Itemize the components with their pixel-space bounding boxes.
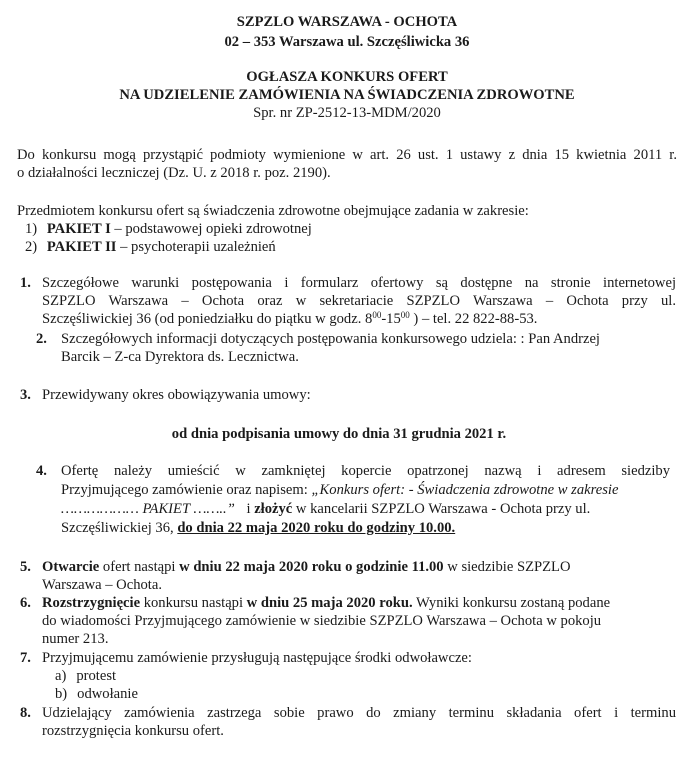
package-name: PAKIET II [46, 239, 117, 255]
envelope-label: „Konkurs ofert: - Świadczenia zdrowotne w zakresie [311, 482, 619, 498]
hours-end-sup: 00 [400, 310, 410, 320]
announce-title-line2: NA UDZIELENIE ZAMÓWIENIA NA ŚWIADCZENIA ZDROWOTNE [119, 87, 575, 103]
item6-line2: do wiadomości Przyjmującego zamówienie w siedzibie SZPZLO Warszawa – Ochota w pokoju [42, 613, 602, 629]
item-number: 5. [20, 559, 31, 575]
case-number: Spr. nr ZP-2512-13-MDM/2020 [253, 105, 441, 121]
item6-line3: numer 213. [42, 631, 109, 647]
item3-text: Przewidywany okres obowiązywania umowy: [42, 387, 311, 403]
subject-text: Przedmiotem konkursu ofert są świadczenia zdrowotne obejmujące zadania w zakresie: [17, 203, 529, 219]
package-desc: – psychoterapii uzależnień [116, 239, 276, 255]
announce-title-line1: OGŁASZA KONKURS OFERT [246, 69, 448, 85]
item5-line2: Warszawa – Ochota. [42, 577, 162, 593]
item-number: 4. [36, 463, 47, 479]
package-desc: – podstawowej opieki zdrowotnej [110, 221, 312, 237]
item6-text: konkursu nastąpi [140, 595, 247, 611]
item4-line2 [61, 481, 618, 499]
item6-results: Wyniki konkursu zostaną podane [412, 595, 611, 611]
remedy-item-appeal [55, 685, 138, 703]
item4-line4 [61, 519, 455, 537]
item2-line1: Szczegółowych informacji dotyczących postępowania konkursowego udziela: : Pan Andrzej [61, 331, 600, 347]
remedy-marker: a) [55, 668, 67, 684]
item1-phone: ) – tel. 22 822-88-53. [409, 311, 538, 327]
item4-and: i [242, 501, 255, 517]
item-number: 1. [20, 275, 31, 291]
item8-line2: rozstrzygnięcia konkursu ofert. [42, 723, 224, 739]
item4-submit: złożyć [254, 501, 293, 517]
package-item-1 [25, 220, 312, 238]
hours-start-sup: 00 [372, 310, 382, 320]
package-marker: 2) [25, 239, 38, 255]
item2-line2: Barcik – Z-ca Dyrektora ds. Lecznictwa. [61, 349, 299, 365]
submission-deadline: do dnia 22 maja 2020 roku do godziny 10.00. [177, 520, 456, 536]
item1-line1: Szczegółowe warunki postępowania i formularz ofertowy są dostępne na stronie internetowej [42, 275, 676, 291]
contract-period: od dnia podpisania umowy do dnia 31 grudnia 2021 r. [171, 426, 507, 442]
opening-label: Otwarcie [42, 559, 100, 575]
item1-line2: SZPZLO Warszawa – Ochota oraz w sekretariacie SZPZLO Warszawa – Ochota przy ul. [42, 293, 676, 309]
item4-line3 [61, 500, 590, 518]
item5-place: w siedzibie SZPZLO [443, 559, 571, 575]
opening-date: w dniu 22 maja 2020 roku o godzinie 11.00 [179, 559, 444, 575]
item5-text: ofert nastąpi [99, 559, 180, 575]
resolution-date: w dniu 25 maja 2020 roku. [246, 595, 413, 611]
item-number: 6. [20, 595, 31, 611]
item6-line1 [42, 594, 610, 612]
remedy-item-protest [55, 667, 116, 685]
package-marker: 1) [25, 221, 38, 237]
item4-text: Przyjmującego zamówienie oraz napisem: [61, 482, 312, 498]
intro-line2: o działalności leczniczej (Dz. U. z 2018 r. poz. 2190). [17, 165, 331, 181]
item4-location: w kancelarii SZPZLO Warszawa - Ochota przy ul. [292, 501, 591, 517]
org-address: 02 – 353 Warszawa ul. Szczęśliwicka 36 [224, 34, 470, 50]
item-number: 3. [20, 387, 31, 403]
resolution-label: Rozstrzygnięcie [42, 595, 141, 611]
item4-street: Szczęśliwickiej 36, [61, 520, 178, 536]
item-number: 8. [20, 705, 31, 721]
item4-line1: Ofertę należy umieścić w zamkniętej kopercie opatrzonej nazwą i adresem siedziby [61, 463, 670, 479]
item8-line1: Udzielający zamówienia zastrzega sobie prawo do zmiany terminu składania ofert i terminu [42, 705, 676, 721]
item7-text: Przyjmującemu zamówienie przysługują następujące środki odwoławcze: [42, 650, 472, 666]
envelope-package: ……………… PAKIET ……..” [61, 501, 235, 517]
item1-line3 [42, 310, 537, 328]
intro-line1: Do konkursu mogą przystąpić podmioty wymienione w art. 26 ust. 1 ustawy z dnia 15 kwietnia 2011 r. [17, 147, 677, 163]
remedy-marker: b) [55, 686, 68, 702]
remedy-label: odwołanie [77, 686, 138, 702]
org-name: SZPZLO WARSZAWA - OCHOTA [236, 14, 458, 30]
item-number: 7. [20, 650, 31, 666]
item5-line1 [42, 558, 570, 576]
package-item-2 [25, 238, 276, 256]
remedy-label: protest [76, 668, 117, 684]
item-number: 2. [36, 331, 47, 347]
hours-end: -15 [381, 311, 401, 327]
item1-hours-text: Szczęśliwickiej 36 (od poniedziałku do piątku w godz. 8 [42, 311, 373, 327]
package-name: PAKIET I [46, 221, 111, 237]
